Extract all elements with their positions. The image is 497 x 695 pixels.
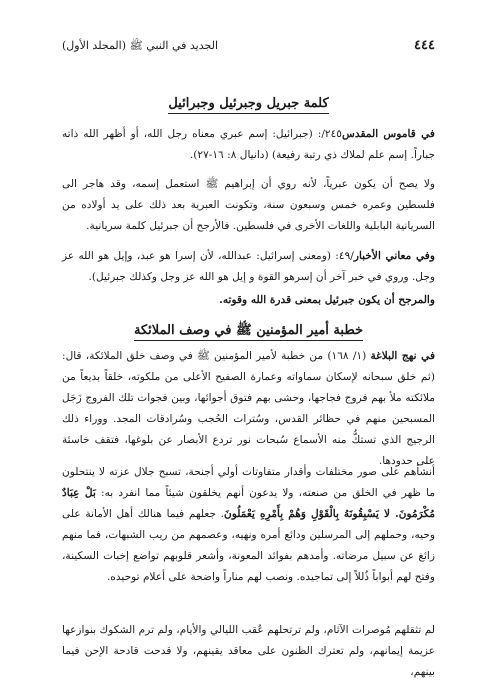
source-ref-maani: /٤٩ — [338, 250, 354, 262]
paragraph-angels-forms-b: . جعلهم فيما هنالك أهل الأمانة على وحيه، وحملهم إلى المرسلين ودائع أمره ونهيه، وعصمهم من ريب الشبهات، فما منهم زائغ عن سبيل مرضاته. وأمدهم بفوائد المعونة، وأشعر قلوبهم تواضع إخبات السكينة، وفتح لهم أبواباً ذُللاً إلى تماجيده. ونصب لهم مناراً واضحة على أعلام توحيده. — [62, 508, 435, 583]
section-title-sermon — [0, 322, 497, 341]
paragraph-qamus — [62, 124, 435, 166]
page-header — [62, 38, 435, 55]
paragraph-conclusion — [62, 290, 435, 311]
section-title-jibril — [0, 96, 497, 111]
quran-verse: بَلْ عِبَادٌ مُكْرَمُونَ. لا يَسْبِقُونَهُ بِالْقَوْلِ وَهُمْ بِأَمْرِهِ يَعْمَلُونَ — [62, 487, 435, 520]
paragraph-nahj-text: من خطبة لأمير المؤمنين ﷺ في وصف خلق الملائكة، قال: (ثم خلق سبحانه لإسكان سماواته وعمارة الصفيح الأعلى من ملكوته، خلقاً بديعاً من ملائكته ملأ بهم فروج فجاجها، وحشى بهم فتوق أجوائها، وبين فجوات تلك الفروج زَجَل المسبحين منهم في حظائر القدس، وسُترات الحُجب وسُرادقات المجد. ووراء ذلك الرجيج الذي تستكُّ منه الأسماع سُبحات نور تردع الأبصار عن بلوغها، فتقف خاسئة على حدودها. — [62, 350, 435, 467]
paragraph-conclusion-text: والمرجح أن يكون جبرئيل بمعنى قدرة الله وقوته. — [219, 294, 435, 306]
source-ref-qamus: ٢٤٥/ — [321, 128, 342, 140]
paragraph-hebrew-origin — [62, 174, 435, 237]
source-lead-qamus: في قاموس المقدس — [341, 128, 435, 140]
paragraph-qamus-text: : (جبرائيل: إسم عبري معناه رجل الله، أو أظهر الله ذاته جباراً. إسم علم لملاك ذي رتبة رفيعة) (دانيال ٨: ١٦-٢٧). — [62, 128, 435, 161]
page-number: ٤٤٤ — [414, 38, 435, 53]
paragraph-maani — [62, 246, 435, 288]
paragraph-nahj — [62, 346, 435, 472]
paragraph-final-text: لم تثقلهم مُوصرات الآثام، ولم ترتحلهم عُقب الليالي والأيام، ولم ترم الشكوك بنوازعها عزيمة إيمانهم، ولم تعترك الظنون على معاقد يقينهم، ولا قدحت قادحة الإحن فيما بينهم، — [62, 624, 435, 678]
paragraph-angels-forms — [62, 462, 435, 588]
paragraph-maani-text: : (ومعنى إسرائيل: عبدالله، لأن إسرا هو عبد، وإيل هو الله عز وجل. وروي في خبر آخر أن إسرهو القوة و إيل هو الله عز وجل وكذلك جبرئيل). — [62, 250, 435, 283]
source-lead-maani: وفي معاني الأخبار — [353, 250, 435, 262]
source-ref-nahj: (١/ ١٦٨) — [327, 350, 371, 362]
paragraph-hebrew-origin-text: ولا يصح أن يكون عبرياً، لأنه روي أن إبراهيم ﷺ استعمل إسمه، وقد هاجر الى فلسطين وعمره خمس وسبعون سنة، وتكونت العبرية بعد ذلك على يد أولاده من السريانية البابلية واللغات الأخرى في فلسطين. فالأرجح أن جبرئيل كلمة سريانية. — [62, 178, 435, 232]
paragraph-final — [62, 620, 435, 683]
section-title-jibril-text: كلمة جبريل وجبرئيل وجبرائيل — [168, 96, 328, 114]
running-title: الجديد في النبي ﷺ (المجلد الأول) — [62, 39, 219, 52]
source-lead-nahj: في نهج البلاغة — [370, 350, 436, 362]
section-title-sermon-text: خطبة أمير المؤمنين ﷺ في وصف الملائكة — [134, 323, 363, 341]
paragraph-angels-forms-a: أنشأهم على صور مختلفات وأقدار متفاوتات أولي أجنحة، تسبح جلال عزته لا ينتحلون ما ظهر في الخلق من صنعته، ولا يدعون أنهم يخلقون شيئاً مما انفرد به: — [62, 466, 436, 499]
